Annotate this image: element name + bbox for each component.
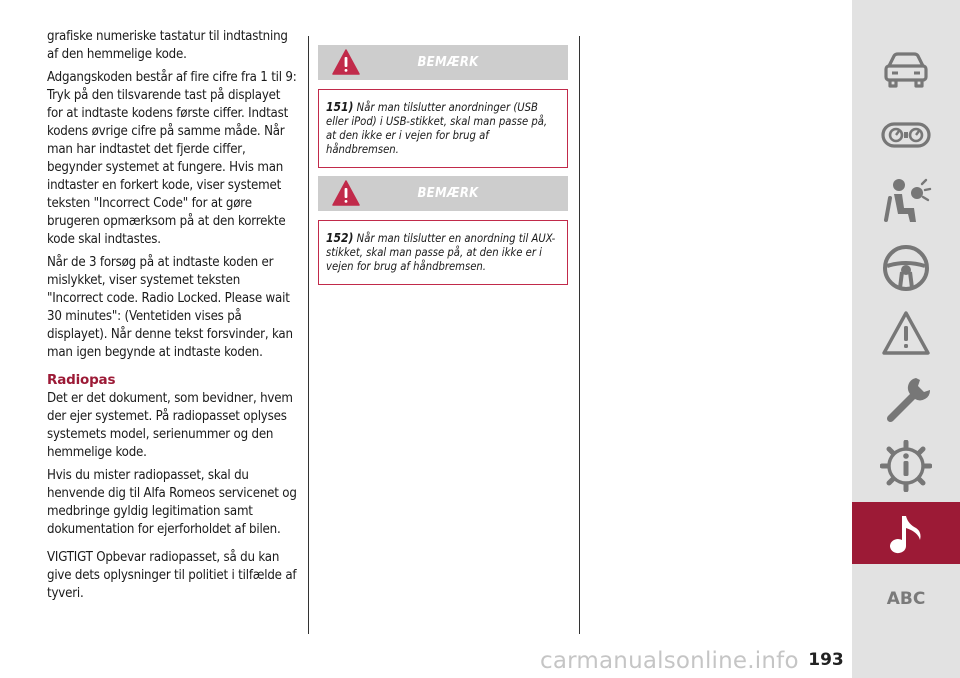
note-number: 152) <box>326 231 354 245</box>
note-header <box>318 45 568 80</box>
wrench-icon[interactable] <box>880 374 932 426</box>
note-header <box>318 176 568 211</box>
column-divider-left <box>308 36 309 634</box>
column-divider-right <box>579 36 580 634</box>
page-number: 193 <box>808 650 844 670</box>
steering-wheel-icon[interactable] <box>880 242 932 294</box>
paragraph-important: VIGTIGT Opbevar radiopasset, så du kan give dets oplysninger til politiet i tilfælde af tyveri. <box>47 550 297 601</box>
main-text-column <box>47 28 299 608</box>
note-body <box>318 89 568 168</box>
note-box-152 <box>318 176 568 285</box>
section-heading-radiopas: Radiopas <box>47 372 116 388</box>
note-title: BEMÆRK <box>417 55 479 70</box>
paragraph-radiopas-definition: Det er det dokument, som bevidner, hvem der ejer systemet. På radiopasset oplyses systemets model, serienummer og den hemmelige kode. <box>47 391 293 460</box>
index-abc-label[interactable]: ABC <box>886 589 926 609</box>
note-text: Når man tilslutter anordninger (USB eller iPod) i USB-stikket, skal man passe på, at den ikke er i vejen for brug af håndbremsen. <box>326 101 548 156</box>
note-box-151 <box>318 45 568 168</box>
note-number: 151) <box>326 100 354 114</box>
watermark: carmanualsonline.info <box>540 648 799 674</box>
info-gear-icon[interactable] <box>880 440 932 492</box>
paragraph-code-digits: Adgangskoden består af fire cifre fra 1 til 9: Tryk på den tilsvarende tast på displayet for at indtaste kodens første ciffer. Indtast kodens øvrige cifre på samme måde. Når man har indtastet det fjerde ciffer, begynder systemet at fungere. Hvis man indtaster en forkert kode, viser systemet teksten "Incorrect Code" for at gøre brugeren opmærksom på at den korrekte kode skal indtastes. <box>47 70 297 247</box>
paragraph-radio-locked: Når de 3 forsøg på at indtaste koden er mislykket, viser systemet teksten "Incorrect code. Radio Locked. Please wait 30 minutes": (Ventetiden vises på displayet). Når denne tekst forsvinder, kan man igen begynde at indtaste koden. <box>47 255 293 360</box>
seated-passenger-airbag-icon[interactable] <box>880 176 932 228</box>
note-text: Når man tilslutter en anordning til AUX-stikket, skal man passe på, at den ikke er i vejen for brug af håndbremsen. <box>326 232 556 273</box>
note-title: BEMÆRK <box>417 186 479 201</box>
car-icon[interactable] <box>880 44 932 96</box>
paragraph-lost-radiopas: Hvis du mister radiopasset, skal du henvende dig til Alfa Romeos servicenet og medbringe gyldig legitimation samt dokumentation for ejerforholdet af bilen. <box>47 468 297 537</box>
music-note-icon[interactable] <box>880 508 932 560</box>
warning-triangle-icon[interactable] <box>880 308 932 360</box>
paragraph-keypad: grafiske numeriske tastatur til indtastning af den hemmelige kode. <box>47 29 288 62</box>
chapter-sidebar <box>852 0 960 678</box>
dashboard-gauges-icon[interactable] <box>880 110 932 162</box>
note-body <box>318 220 568 285</box>
